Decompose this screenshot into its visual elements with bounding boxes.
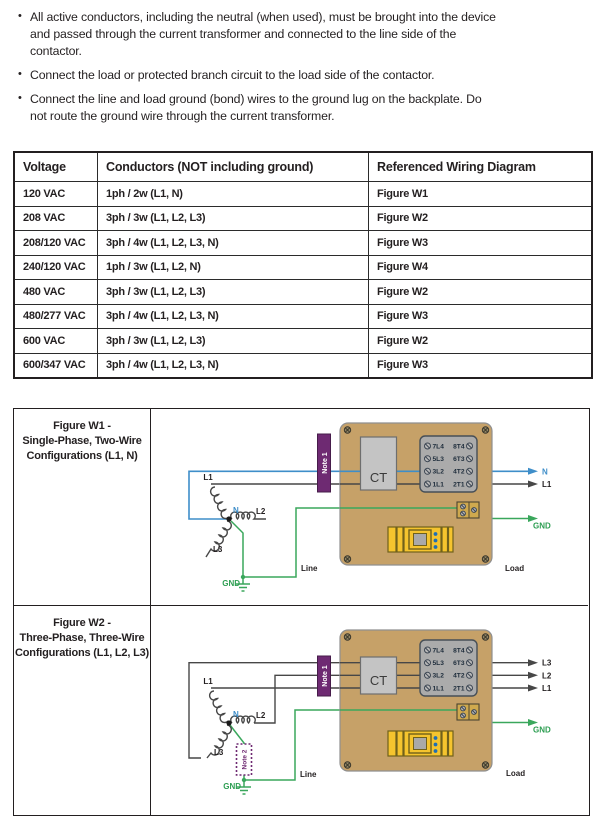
neutral-node (226, 516, 231, 521)
ct-label: CT (369, 673, 388, 688)
cell-conductors: 3ph / 3w (L1, L2, L3) (98, 206, 369, 231)
figure-title-line: Configurations (L1, L2, L3) (15, 647, 149, 659)
cell-voltage: 208 VAC (14, 206, 98, 231)
bullet-line: All active conductors, including the neutral (when used), must be brought into the device (30, 10, 496, 24)
figure-w2-diagram-cell (151, 606, 588, 815)
terminal-label: 5L3 (432, 660, 444, 668)
current-transformer (361, 437, 397, 490)
table-row (14, 353, 592, 378)
coil-l1 (211, 487, 229, 518)
cell-conductors: 3ph / 3w (L1, L2, L3) (98, 329, 369, 354)
output-label-l3: L3 (542, 658, 552, 668)
bullet-line: Connect the line and load ground (bond) wires to the ground lug on the backplate. Do (30, 92, 482, 106)
cell-conductors: 3ph / 4w (L1, L2, L3, N) (98, 353, 369, 378)
arrow-l2-icon (528, 672, 538, 679)
terminal-label: 4T2 (453, 468, 465, 476)
cell-conductors: 3ph / 3w (L1, L2, L3) (98, 280, 369, 305)
terminal-label: 3L2 (432, 672, 444, 680)
cell-figure: Figure W3 (369, 231, 593, 256)
output-label-l2: L2 (542, 671, 552, 681)
label-n: N (233, 506, 239, 515)
cell-figure: Figure W2 (369, 329, 593, 354)
output-label-l1: L1 (542, 480, 552, 489)
cell-figure: Figure W2 (369, 280, 593, 305)
terminal-label: 8T4 (453, 647, 465, 655)
label-l2: L2 (256, 711, 266, 720)
label-l3: L3 (213, 545, 223, 554)
bullet-line: Connect the load or protected branch circuit to the load side of the contactor. (30, 68, 435, 82)
cell-voltage: 480/277 VAC (14, 304, 98, 329)
bullet-icon: • (18, 68, 22, 80)
header-voltage: Voltage (14, 152, 98, 182)
terminal-label: 6T3 (453, 660, 465, 668)
ct-label: CT (369, 470, 388, 485)
cell-voltage: 120 VAC (14, 182, 98, 207)
terminal-label: 7L4 (432, 647, 444, 655)
bullet-line: not route the ground wire through the current transformer. (30, 109, 335, 123)
cell-figure: Figure W2 (369, 206, 593, 231)
cell-voltage: 600 VAC (14, 329, 98, 354)
voltage-spec-table (13, 151, 593, 379)
label-l1: L1 (203, 473, 213, 482)
bullet-line: contactor. (30, 44, 82, 58)
output-label-n: N (542, 467, 548, 477)
output-label-gnd: GND (533, 725, 551, 735)
table-row (14, 255, 592, 280)
table-row (14, 304, 592, 329)
terminal-label: 2T1 (453, 685, 465, 693)
arrow-n-icon (528, 468, 538, 475)
cell-figure: Figure W1 (369, 182, 593, 207)
cell-conductors: 1ph / 2w (L1, N) (98, 182, 369, 207)
cell-voltage: 240/120 VAC (14, 255, 98, 280)
line-side-label: Line (300, 770, 317, 779)
table-header-row (14, 152, 592, 182)
cell-conductors: 3ph / 4w (L1, L2, L3, N) (98, 231, 369, 256)
terminal-label: 5L3 (432, 456, 444, 464)
load-side-label: Load (506, 769, 526, 778)
table-row (14, 280, 592, 305)
list-item (16, 91, 587, 125)
ground-lug (457, 502, 479, 518)
figure-title-line: Configurations (L1, N) (26, 450, 138, 462)
figure-title-line: Single-Phase, Two-Wire (22, 435, 142, 447)
list-item (16, 9, 587, 60)
label-l2: L2 (256, 507, 266, 516)
terminal-label: 1L1 (432, 481, 444, 489)
figure-title-line: Figure W2 - (53, 617, 111, 629)
label-l3: L3 (214, 748, 224, 757)
output-label-l1: L1 (542, 684, 552, 693)
contactor (388, 731, 453, 756)
figure-w1-diagram-cell (151, 409, 588, 606)
cell-voltage: 480 VAC (14, 280, 98, 305)
terminal-label: 6T3 (453, 456, 465, 464)
figure-w2-title (14, 606, 151, 815)
ground-lug (457, 704, 479, 720)
note1-label: Note 1 (322, 665, 329, 687)
cell-figure: Figure W3 (369, 353, 593, 378)
figure-w1-title (14, 409, 151, 606)
bullet-icon: • (18, 10, 22, 22)
line-side-label: Line (301, 564, 318, 573)
note1-marker (318, 434, 331, 492)
cell-conductors: 1ph / 3w (L1, L2, N) (98, 255, 369, 280)
table-row (14, 182, 592, 207)
header-referenced-diagram: Referenced Wiring Diagram (369, 152, 593, 182)
note1-label: Note 1 (322, 452, 329, 474)
terminal-label: 7L4 (432, 443, 444, 451)
source-wye (203, 473, 266, 557)
terminal-label: 1L1 (432, 685, 444, 693)
instructions-list (0, 0, 601, 125)
terminal-block (420, 640, 477, 696)
cell-conductors: 3ph / 4w (L1, L2, L3, N) (98, 304, 369, 329)
terminal-label: 2T1 (453, 481, 465, 489)
coil-l1 (210, 691, 228, 722)
source-wye (203, 677, 266, 758)
cell-figure: Figure W4 (369, 255, 593, 280)
wiring-diagram-w2 (151, 606, 588, 815)
arrow-l3-icon (528, 659, 538, 666)
load-side-label: Load (505, 564, 525, 573)
arrow-l1-icon (528, 685, 538, 692)
cell-voltage: 600/347 VAC (14, 353, 98, 378)
terminal-label: 8T4 (453, 443, 465, 451)
terminal-block (420, 436, 477, 492)
label-l1: L1 (203, 677, 213, 686)
header-conductors: Conductors (NOT including ground) (98, 152, 369, 182)
list-item (16, 67, 587, 84)
table-row (14, 231, 592, 256)
label-gnd-source: GND (223, 782, 241, 791)
wiring-figures-table (13, 408, 590, 816)
arrow-l1-icon (528, 481, 538, 488)
output-label-gnd: GND (533, 521, 551, 531)
note2-marker (237, 744, 252, 775)
note1-marker (318, 656, 331, 696)
cell-voltage: 208/120 VAC (14, 231, 98, 256)
note2-label: Note 2 (241, 749, 249, 770)
contactor (388, 527, 453, 552)
label-gnd-source: GND (222, 579, 240, 588)
figure-title-line: Figure W1 - (53, 420, 111, 432)
current-transformer (361, 657, 397, 694)
terminal-label: 3L2 (432, 468, 444, 476)
neutral-node (226, 720, 231, 725)
label-n: N (233, 710, 239, 719)
figure-title-line: Three-Phase, Three-Wire (19, 632, 145, 644)
terminal-label: 4T2 (453, 672, 465, 680)
cell-figure: Figure W3 (369, 304, 593, 329)
table-row (14, 206, 592, 231)
wiring-diagram-w1 (151, 409, 588, 606)
bullet-line: and passed through the current transformer and connected to the line side of the (30, 27, 457, 41)
bullet-icon: • (18, 92, 22, 104)
table-row (14, 329, 592, 354)
